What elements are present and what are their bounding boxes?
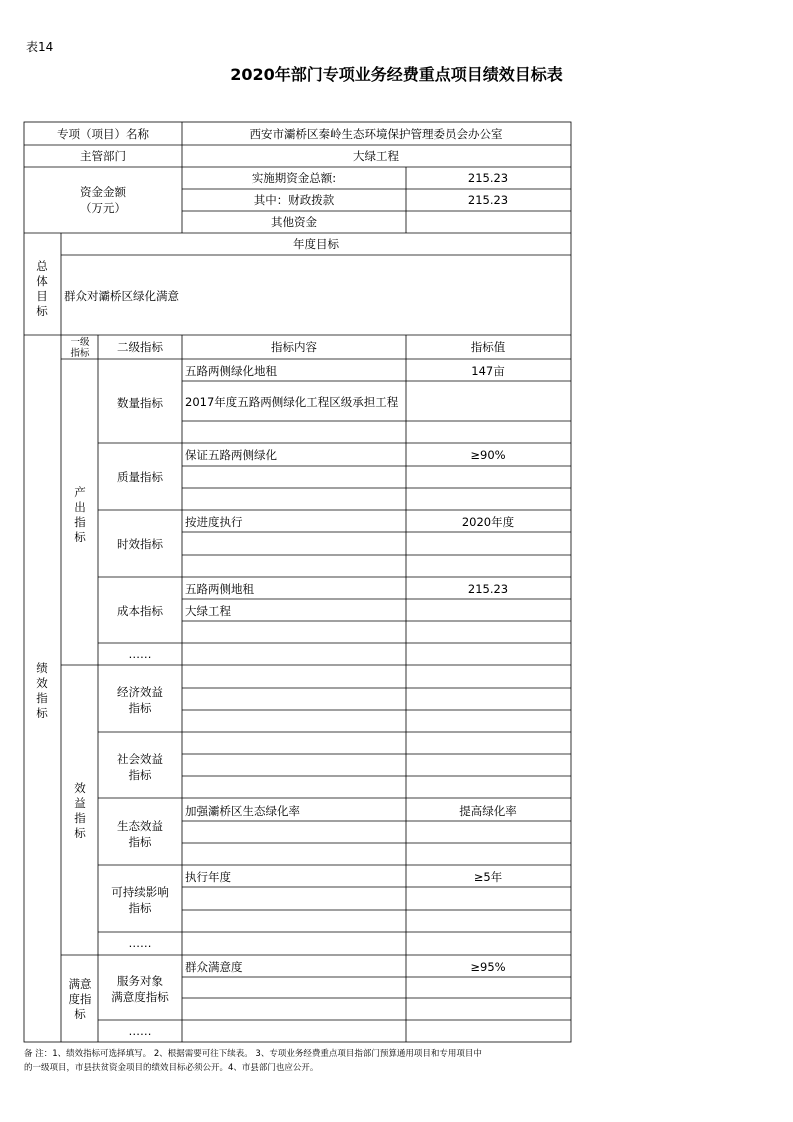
cost-indicator-label: 成本指标	[117, 604, 163, 618]
indicator-content: 执行年度	[185, 870, 231, 884]
output-indicator-char: 标	[74, 530, 86, 544]
sustainability-label: 指标	[128, 901, 152, 915]
social-benefit-label: 社会效益	[117, 752, 163, 766]
indicator-value: ≥90%	[470, 448, 506, 462]
benefit-indicator-char: 指	[74, 811, 86, 825]
footnote-line: 备 注：1、绩效指标可选择填写。 2、根据需要可往下续表。 3、专项业务经费重点项目指部门预算通用项目和专用项目中	[24, 1049, 482, 1059]
perf-indicator-char: 绩	[36, 661, 48, 675]
indicator-value: 2020年度	[461, 515, 515, 529]
eco-benefit-label: 指标	[128, 835, 152, 849]
service-satisfaction-label: 满意度指标	[111, 990, 169, 1004]
indicator-value: ≥95%	[470, 960, 506, 974]
indicator-value: ≥5年	[473, 870, 503, 884]
benefit-indicator-char: 益	[74, 796, 86, 810]
col-value-header: 指标值	[470, 340, 506, 354]
social-benefit-label: 指标	[128, 768, 152, 782]
indicator-content: 五路两侧绿化地租	[185, 364, 277, 378]
satisfaction-indicator-label: 满意	[68, 977, 92, 991]
benefit-indicator-char: 效	[74, 781, 86, 795]
overall-target-char: 体	[36, 274, 48, 288]
satisfaction-indicator-label: 标	[74, 1007, 86, 1021]
indicator-content: 按进度执行	[185, 515, 243, 529]
footnote	[24, 1047, 584, 1075]
page-title: 2020年部门专项业务经费重点项目绩效目标表	[230, 65, 563, 84]
eco-benefit-label: 生态效益	[117, 819, 163, 833]
perf-indicator-char: 指	[36, 691, 48, 705]
benefit-ellipsis: ……	[128, 936, 152, 950]
col-level1-header: 指标	[70, 348, 90, 359]
timeliness-indicator-label: 时效指标	[117, 537, 163, 551]
indicator-content: 群众满意度	[185, 960, 243, 974]
output-indicator-char: 产	[74, 485, 86, 499]
output-indicator-char: 出	[74, 500, 86, 514]
col-content-header: 指标内容	[271, 340, 317, 354]
service-satisfaction-label: 服务对象	[117, 974, 163, 988]
overall-target-char: 标	[36, 304, 48, 318]
indicator-content: 加强灞桥区生态绿化率	[185, 804, 300, 818]
annual-target-text: 群众对灞桥区绿化满意	[64, 289, 179, 303]
overall-target-char: 目	[36, 289, 48, 303]
economic-benefit-label: 经济效益	[117, 685, 163, 699]
indicator-content: 保证五路两侧绿化	[185, 448, 277, 462]
fund-label: 资金金额	[80, 185, 126, 199]
indicator-content: 五路两侧地租	[185, 582, 254, 596]
annual-target-label: 年度目标	[293, 237, 339, 251]
fiscal-fund-value: 215.23	[467, 193, 509, 207]
table-number: 表14	[26, 40, 54, 54]
total-fund-label: 实施期资金总额:	[251, 171, 337, 185]
project-name-label: 专项（项目）名称	[57, 127, 149, 141]
benefit-indicator-char: 标	[74, 826, 86, 840]
other-fund-label: 其他资金	[271, 215, 317, 229]
fiscal-fund-label: 其中：财政拨款	[253, 193, 335, 207]
satisfaction-indicator-label: 度指	[68, 992, 92, 1006]
overall-target-char: 总	[36, 259, 48, 273]
indicator-content: 2017年度五路两侧绿化工程区级承担工程	[185, 395, 399, 409]
perf-indicator-char: 效	[36, 676, 48, 690]
output-ellipsis: ……	[128, 647, 152, 661]
quantity-indicator-label: 数量指标	[117, 396, 163, 410]
footnote-line: 的一级项目，市县扶贫资金项目的绩效目标必须公开。4、市县部门也应公开。	[24, 1063, 319, 1073]
indicator-value: 215.23	[467, 582, 509, 596]
project-name-value: 西安市灞桥区秦岭生态环境保护管理委员会办公室	[249, 127, 503, 141]
satisfaction-ellipsis: ……	[128, 1024, 152, 1038]
output-indicator-char: 指	[74, 515, 86, 529]
col-level2-header: 二级指标	[117, 340, 163, 354]
dept-value: 大绿工程	[353, 149, 399, 163]
sustainability-label: 可持续影响	[111, 885, 169, 899]
dept-label: 主管部门	[80, 149, 126, 163]
indicator-value: 提高绿化率	[459, 804, 517, 818]
indicator-value: 147亩	[471, 364, 505, 378]
col-level1-header: 一级	[70, 337, 90, 348]
fund-unit-label: （万元）	[80, 201, 126, 215]
total-fund-value: 215.23	[467, 171, 509, 185]
indicator-content: 大绿工程	[185, 604, 231, 618]
economic-benefit-label: 指标	[128, 701, 152, 715]
quality-indicator-label: 质量指标	[117, 470, 163, 484]
perf-indicator-char: 标	[36, 706, 48, 720]
